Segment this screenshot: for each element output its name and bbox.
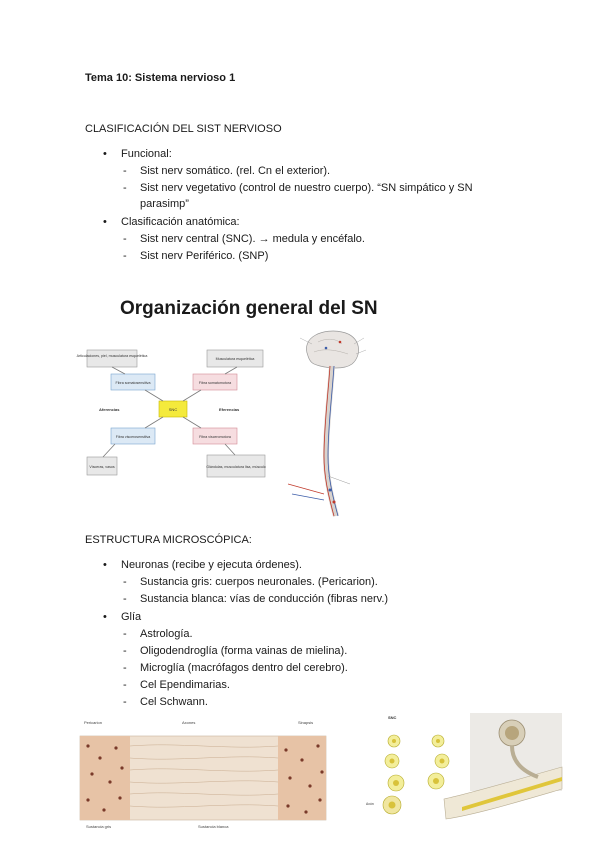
sub-item-vegetativo: - Sist nerv vegetativo (control de nuestro cuerpo). “SN simpático y SN [140,180,473,197]
section-heading-estructura: ESTRUCTURA MICROSCÓPICA: [85,534,252,546]
list-item-glia: • Glía [121,609,141,626]
label-aferencias: Aferencias [99,407,120,412]
label-sustancia-gris: Sustancia gris [86,824,112,829]
sub-item-ependimarias: - Cel Ependimarias. [140,677,230,694]
sub-item-vegetativo-cont: parasimp” [140,198,189,210]
label-sinapsis: Sinapsis [298,720,314,725]
myelination-illustration [362,711,562,823]
list-item-neuronas: • Neuronas (recibe y ejecuta órdenes). [121,557,302,574]
document-title: Tema 10: Sistema nervioso 1 [85,72,236,84]
sub-item-schwann: - Cel Schwann. [140,694,208,711]
brain-spinal-cord-illustration [270,326,390,524]
box-visceras: Vísceras, vasos [89,465,115,469]
label-sustancia-blanca: Sustancia blanca [198,824,229,829]
figure-title-organizacion: Organización general del SN [120,298,378,319]
sub-item-snp: - Sist nerv Periférico. (SNP) [140,248,268,265]
label-axon: Axón [366,802,374,806]
sub-item-somatico: - Sist nerv somático. (rel. Cn el exterior). [140,163,330,180]
box-articulaciones: Articulaciones, piel, musculatura esquelética [76,354,148,358]
box-fibra-viscerosensitiva: Fibra viscerosensitiva [115,435,151,439]
list-item-funcional: • Funcional: [121,146,172,163]
grey-white-matter-illustration [78,716,328,832]
sub-item-oligodendroglia: - Oligodendroglía (forma vainas de mielina). [140,643,347,660]
sub-item-astrologia: - Astrología. [140,626,193,643]
label-axones: Axones [182,720,196,725]
sub-item-microglia: - Microglía (macrófagos dentro del cerebro). [140,660,348,677]
box-glandulas: Glándulas, musculatura lisa, músculo [206,465,266,469]
box-fibra-somatosensitiva: Fibra somatosensitiva [115,381,151,385]
sub-item-sustancia-gris: - Sustancia gris: cuerpos neuronales. (Pericarion). [140,574,378,591]
box-fibra-somatomotora: Fibra somatomotora [198,381,232,385]
box-musculatura: Musculatura esquelética [215,357,255,361]
sub-item-snc: - Sist nerv central (SNC). → medula y encéfalo. [140,231,365,248]
label-snc-fig: SNC [388,715,397,720]
section-heading-clasificacion: CLASIFICACIÓN DEL SIST NERVIOSO [85,123,282,135]
sn-organization-diagram [76,344,270,484]
label-eferencias: Eferencias [219,407,240,412]
box-fibra-visceromotora: Fibra visceromotora [199,435,231,439]
box-snc: SNC [168,407,178,412]
list-item-anatomica: • Clasificación anatómica: [121,214,240,231]
sub-item-sustancia-blanca: - Sustancia blanca: vías de conducción (fibras nerv.) [140,591,388,608]
label-pericarion: Pericarion [84,720,103,725]
